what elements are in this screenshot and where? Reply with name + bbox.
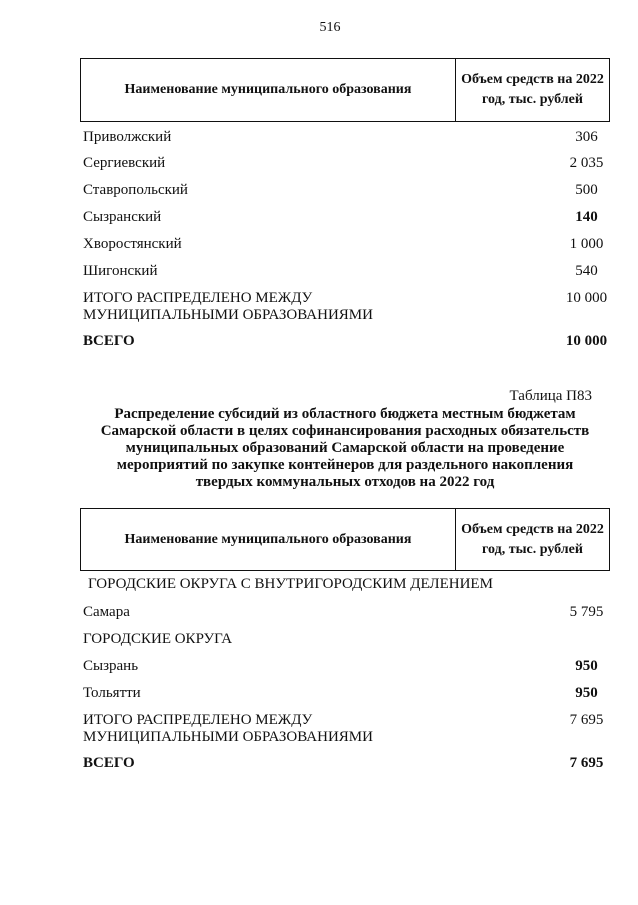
table2-subtotal-row (83, 710, 610, 750)
row-name: Сергиевский (83, 155, 166, 171)
subtotal-value: 7 695 (569, 712, 604, 728)
section-heading: ГОРОДСКИЕ ОКРУГА С ВНУТРИГОРОДСКИМ ДЕЛЕНИЕМ (88, 576, 493, 592)
total-value: 7 695 (569, 755, 604, 771)
section-heading: ГОРОДСКИЕ ОКРУГА (83, 631, 233, 647)
table1-header (80, 58, 610, 122)
total-label: ВСЕГО (83, 755, 135, 771)
row-value: 540 (575, 263, 598, 279)
row-name: Тольятти (83, 685, 141, 701)
subtotal-label-line2: МУНИЦИПАЛЬНЫМИ ОБРАЗОВАНИЯМИ (83, 729, 373, 745)
subtotal-label-line1: ИТОГО РАСПРЕДЕЛЕНО МЕЖДУ (83, 712, 313, 728)
row-value: 950 (575, 658, 598, 674)
row-name: Сызрань (83, 658, 139, 674)
caption-line: муниципальных образований Самарской области на проведение (125, 440, 565, 456)
row-name: Приволжский (83, 129, 172, 145)
table1-subtotal-row (83, 288, 610, 328)
row-name: Хворостянский (83, 236, 182, 252)
row-name: Шигонский (83, 263, 158, 279)
table2-header (80, 508, 610, 571)
row-value: 2 035 (569, 155, 604, 171)
row-name: Сызранский (83, 209, 162, 225)
row-value: 140 (575, 209, 598, 225)
row-name: Самара (83, 604, 130, 620)
caption-line: Распределение субсидий из областного бюджета местным бюджетам (114, 406, 576, 422)
page-number: 516 (319, 20, 341, 35)
subtotal-value: 10 000 (565, 290, 608, 306)
subtotal-label-line2: МУНИЦИПАЛЬНЫМИ ОБРАЗОВАНИЯМИ (83, 307, 373, 323)
table1-header-name: Наименование муниципального образования (124, 82, 412, 97)
caption-line: Самарской области в целях софинансирования расходных обязательств (100, 423, 590, 439)
total-value: 10 000 (565, 333, 608, 349)
row-value: 1 000 (569, 236, 604, 252)
row-value: 500 (575, 182, 598, 198)
subtotal-label-line1: ИТОГО РАСПРЕДЕЛЕНО МЕЖДУ (83, 290, 313, 306)
table2-header-name: Наименование муниципального образования (124, 531, 412, 547)
row-value: 306 (575, 129, 598, 145)
caption-line: мероприятий по закупке контейнеров для раздельного накопления (116, 457, 574, 473)
row-value: 5 795 (569, 604, 604, 620)
total-label: ВСЕГО (83, 333, 135, 349)
caption-line: твердых коммунальных отходов на 2022 год (195, 474, 495, 490)
table1-header-value: Объем средств на 2022 год, тыс. рублей (455, 59, 609, 121)
row-name: Ставропольский (83, 182, 188, 198)
row-value: 950 (575, 685, 598, 701)
table2-caption (80, 406, 610, 491)
table2-header-value: Объем средств на 2022 год, тыс. рублей (455, 509, 609, 570)
table-label: Таблица П83 (509, 388, 592, 404)
